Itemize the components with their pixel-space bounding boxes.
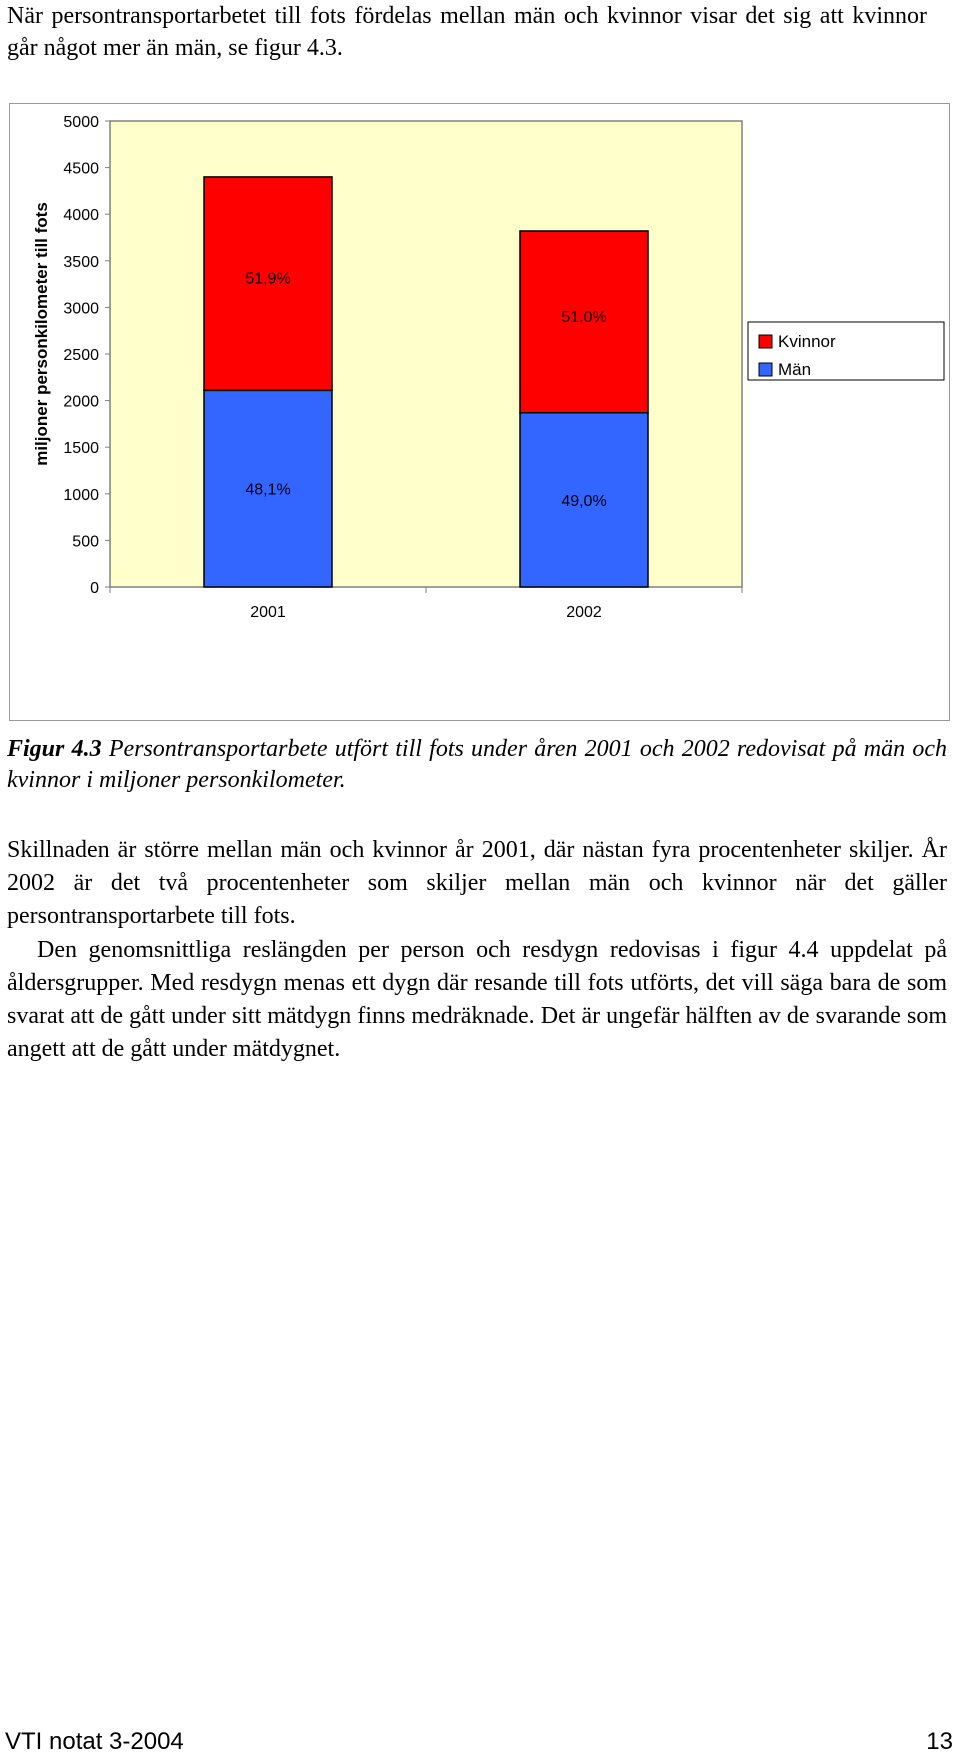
body-paragraph-1: Skillnaden är större mellan män och kvinnor år 2001, där nästan fyra procentenheter skiljer. År 2002 är det två procentenheter som skiljer mellan män och kvinnor när det gäller persontransportarbete till fots. [7, 837, 947, 929]
footer-page-number: 13 [926, 1728, 953, 1755]
data-label: 49,0% [561, 492, 607, 510]
y-axis-title: miljoner personkilometer till fots [32, 202, 51, 466]
footer-report-id: VTI notat 3-2004 [5, 1728, 184, 1755]
x-tick-label: 2002 [566, 604, 602, 621]
data-label: 48,1% [245, 481, 291, 499]
y-tick-label: 5000 [63, 114, 99, 131]
y-tick-label: 1000 [63, 486, 99, 504]
y-tick-label: 500 [72, 533, 99, 551]
body-paragraph-2: Den genomsnittliga reslängden per person och resdygn redovisas i figur 4.4 uppdelat på åldersgrupper. Med resdygn menas ett dygn där resande till fots utförts, det vill säga bara de som svarat att de gått under sitt mätdygn finns medräknade. Det är ungefär hälften av de svarande som angett att de gått under mätdygnet. [7, 937, 947, 1062]
data-label: 51,0% [561, 308, 607, 326]
y-tick-label: 1500 [63, 440, 99, 458]
figure-caption [7, 734, 947, 796]
chart-frame [9, 103, 950, 721]
y-tick-label: 3500 [63, 253, 99, 271]
legend-swatch [759, 363, 772, 376]
y-tick-label: 2000 [63, 393, 99, 411]
y-tick-label: 2500 [63, 347, 99, 364]
x-tick-label: 2001 [250, 604, 286, 621]
figure-label: Figur 4.3 [7, 736, 102, 762]
intro-paragraph: När persontransportarbetet till fots fördelas mellan män och kvinnor visar det sig att kvinnor går något mer än män, se figur 4.3. [7, 3, 927, 61]
stacked-bar-chart [10, 104, 949, 720]
data-label: 51,9% [245, 270, 291, 288]
y-tick-label: 3000 [63, 300, 99, 318]
y-tick-label: 4500 [63, 160, 99, 178]
y-tick-label: 4000 [63, 207, 99, 225]
figure-caption-text: Persontransportarbete utfört till fots under åren 2001 och 2002 redovisat på män och kvinnor i miljoner personkilometer. [7, 736, 947, 793]
legend-label: Män [778, 360, 812, 379]
y-tick-label: 0 [90, 580, 99, 597]
legend-swatch [759, 335, 772, 348]
legend-label: Kvinnor [778, 332, 836, 351]
